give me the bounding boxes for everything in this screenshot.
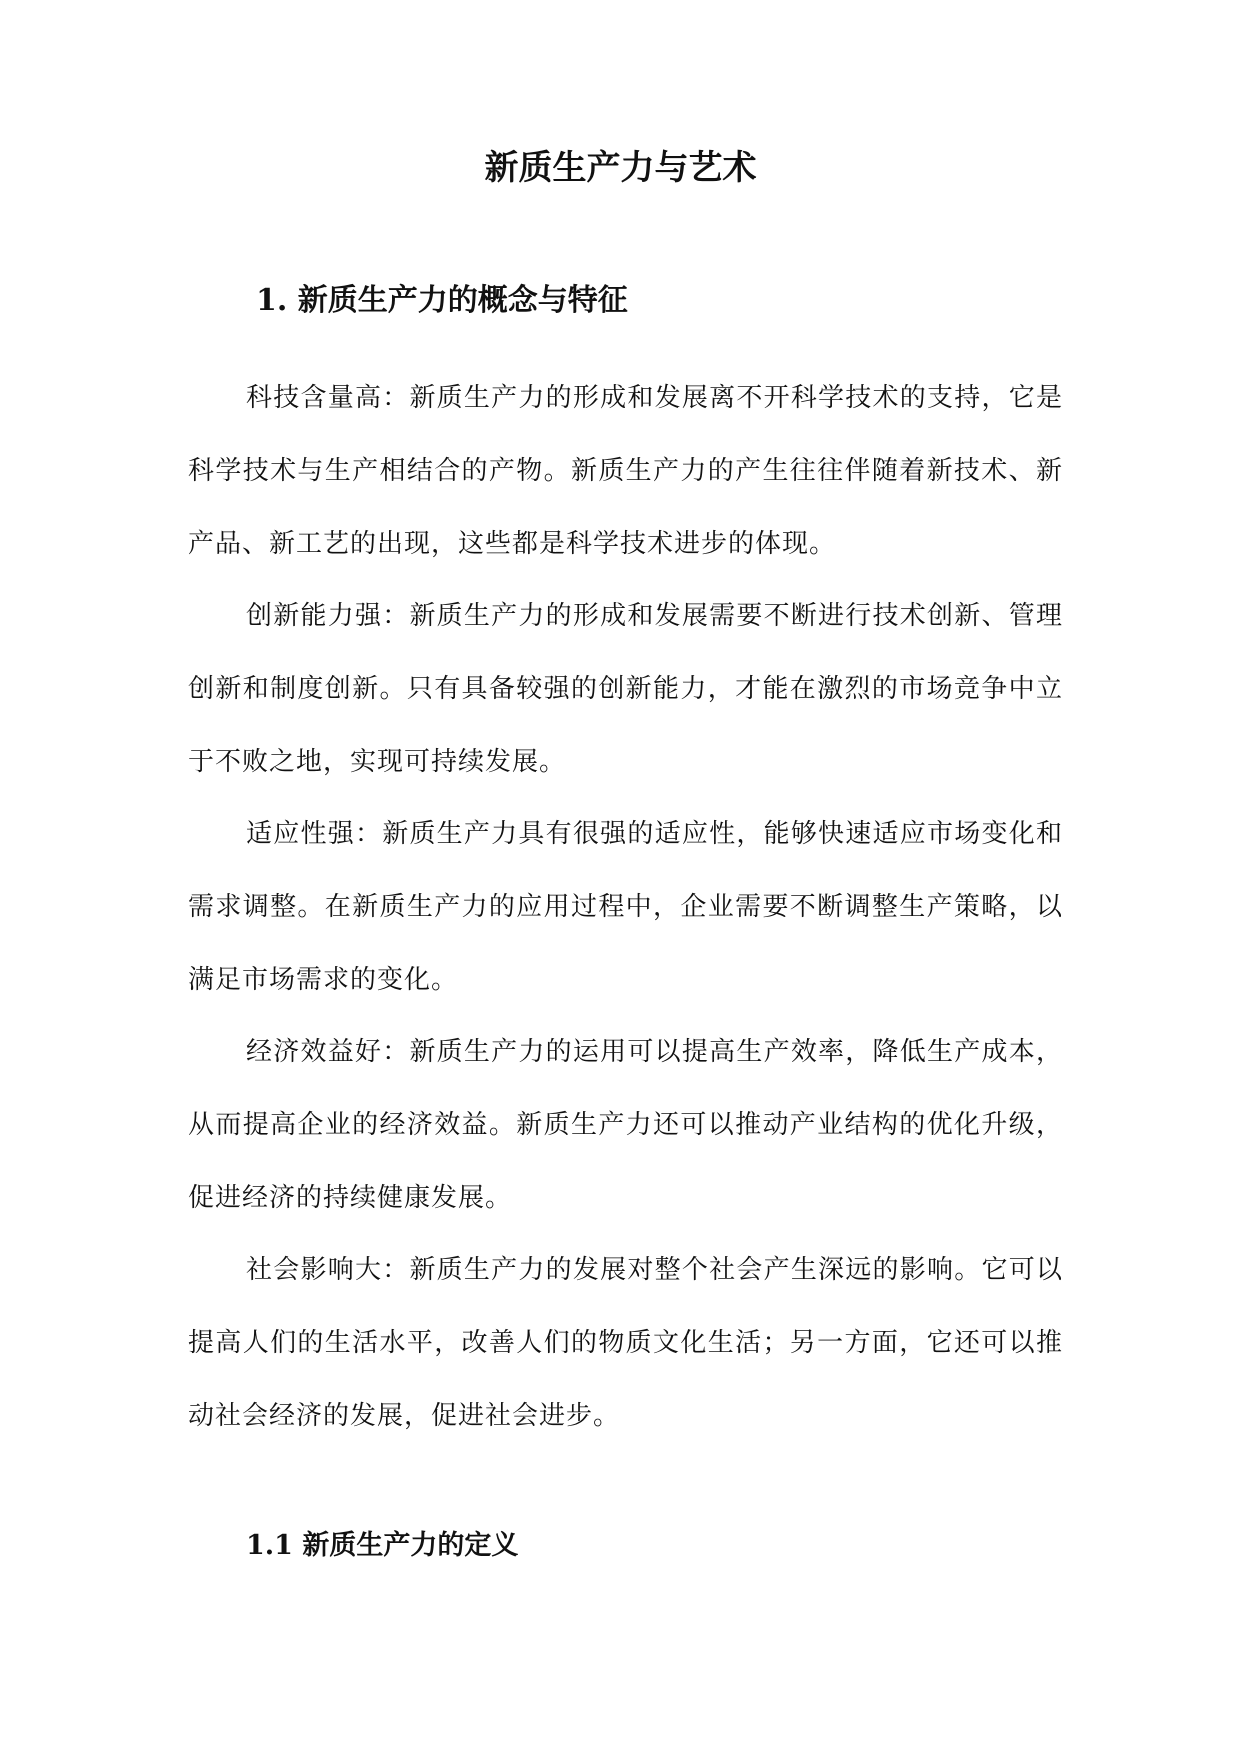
section-heading: 1. 新质生产力的概念与特征 [256,283,628,318]
subsection-heading: 1.1 新质生产力的定义 [246,1530,519,1561]
paragraph-social-impact: 社会影响大：新质生产力的发展对整个社会产生深远的影响。它可以提高人们的生活水平，改善人们的物质文化生活；另一方面，它还可以推动社会经济的发展，促进社会进步。 [188,1255,1063,1431]
paragraph-economic-benefit: 经济效益好：新质生产力的运用可以提高生产效率，降低生产成本，从而提高企业的经济效益。新质生产力还可以推动产业结构的优化升级，促进经济的持续健康发展。 [188,1037,1063,1213]
paragraph-adaptability: 适应性强：新质生产力具有很强的适应性，能够快速适应市场变化和需求调整。在新质生产力的应用过程中，企业需要不断调整生产策略，以满足市场需求的变化。 [188,819,1063,995]
paragraph-innovation: 创新能力强：新质生产力的形成和发展需要不断进行技术创新、管理创新和制度创新。只有具备较强的创新能力，才能在激烈的市场竞争中立于不败之地，实现可持续发展。 [188,601,1063,777]
paragraph-tech-content: 科技含量高：新质生产力的形成和发展离不开科学技术的支持，它是科学技术与生产相结合的产物。新质生产力的产生往往伴随着新技术、新产品、新工艺的出现，这些都是科学技术进步的体现。 [188,383,1063,559]
document-title: 新质生产力与艺术 [484,148,757,188]
